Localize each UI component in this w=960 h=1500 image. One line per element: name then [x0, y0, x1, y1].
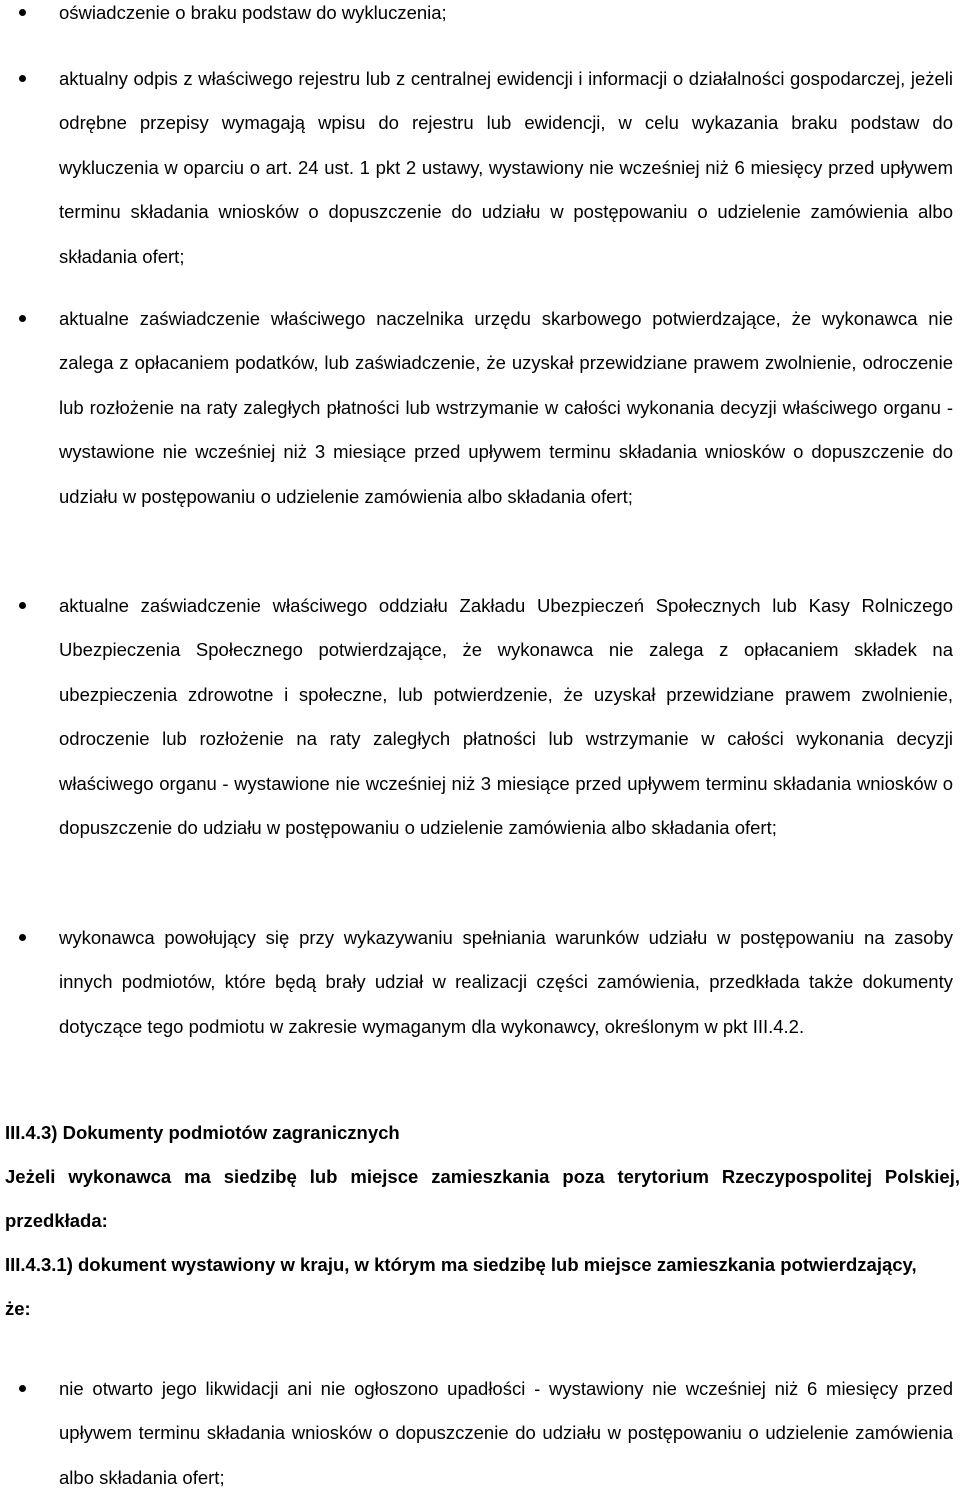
subsection-heading: III.4.3.1) dokument wystawiony w kraju, w którym ma siedzibę lub miejsce zamieszkania potwierdzający, że:: [5, 1254, 917, 1319]
bullet-icon: [19, 75, 26, 82]
list-item-text: aktualne zaświadczenie właściwego oddziału Zakładu Ubezpieczeń Społecznych lub Kasy Rolniczego Ubezpieczenia Społecznego potwierdzające, że wykonawca nie zalega z opłacaniem składek na ubezpieczenia zdrowotne i społeczne, lub potwierdzenie, że uzyskał przewidziane prawem zwolnienie, odroczenie lub rozłożenie na raty zaległych płatności lub wstrzymanie w całości wykonania decyzji właściwego organu - wystawione nie wcześniej niż 3 miesiące przed upływem terminu składania wniosków o dopuszczenie do udziału w postępowaniu o udzielenie zamówienia albo składania ofert;: [59, 595, 953, 839]
section-heading: III.4.3) Dokumenty podmiotów zagranicznych: [5, 1122, 400, 1143]
bullet-icon: [19, 315, 26, 322]
list-item-text: nie otwarto jego likwidacji ani nie ogłoszono upadłości - wystawiony nie wcześniej niż 6 miesięcy przed upływem terminu składania wniosków o dopuszczenie do udziału w postępowaniu o udzielenie zamówienia albo składania ofert;: [59, 1378, 953, 1488]
bullet-icon: [19, 602, 26, 609]
list-item-text: wykonawca powołujący się przy wykazywaniu spełniania warunków udziału w postępowaniu na zasoby innych podmiotów, które będą brały udział w realizacji części zamówienia, przedkłada także dokumenty dotyczące tego podmiotu w zakresie wymaganym dla wykonawcy, określonym w pkt III.4.2.: [59, 927, 953, 1037]
section-intro: Jeżeli wykonawca ma siedzibę lub miejsce zamieszkania poza terytorium Rzeczypospolitej Polskiej, przedkłada:: [5, 1166, 960, 1231]
bullet-icon: [19, 1385, 26, 1392]
bullet-icon: [19, 934, 26, 941]
list-item-text: aktualne zaświadczenie właściwego naczelnika urzędu skarbowego potwierdzające, że wykonawca nie zalega z opłacaniem podatków, lub zaświadczenie, że uzyskał przewidziane prawem zwolnienie, odroczenie lub rozłożenie na raty zaległych płatności lub wstrzymanie w całości wykonania decyzji właściwego organu - wystawione nie wcześniej niż 3 miesiące przed upływem terminu składania wniosków o dopuszczenie do udziału w postępowaniu o udzielenie zamówienia albo składania ofert;: [59, 308, 953, 507]
list-item-text: aktualny odpis z właściwego rejestru lub z centralnej ewidencji i informacji o działalności gospodarczej, jeżeli odrębne przepisy wymagają wpisu do rejestru lub ewidencji, w celu wykazania braku podstaw do wykluczenia w oparciu o art. 24 ust. 1 pkt 2 ustawy, wystawiony nie wcześniej niż 6 miesięcy przed upływem terminu składania wniosków o dopuszczenie do udziału w postępowaniu o udzielenie zamówienia albo składania ofert;: [59, 68, 953, 267]
bullet-icon: [19, 9, 26, 16]
list-item-text: oświadczenie o braku podstaw do wykluczenia;: [59, 2, 447, 23]
